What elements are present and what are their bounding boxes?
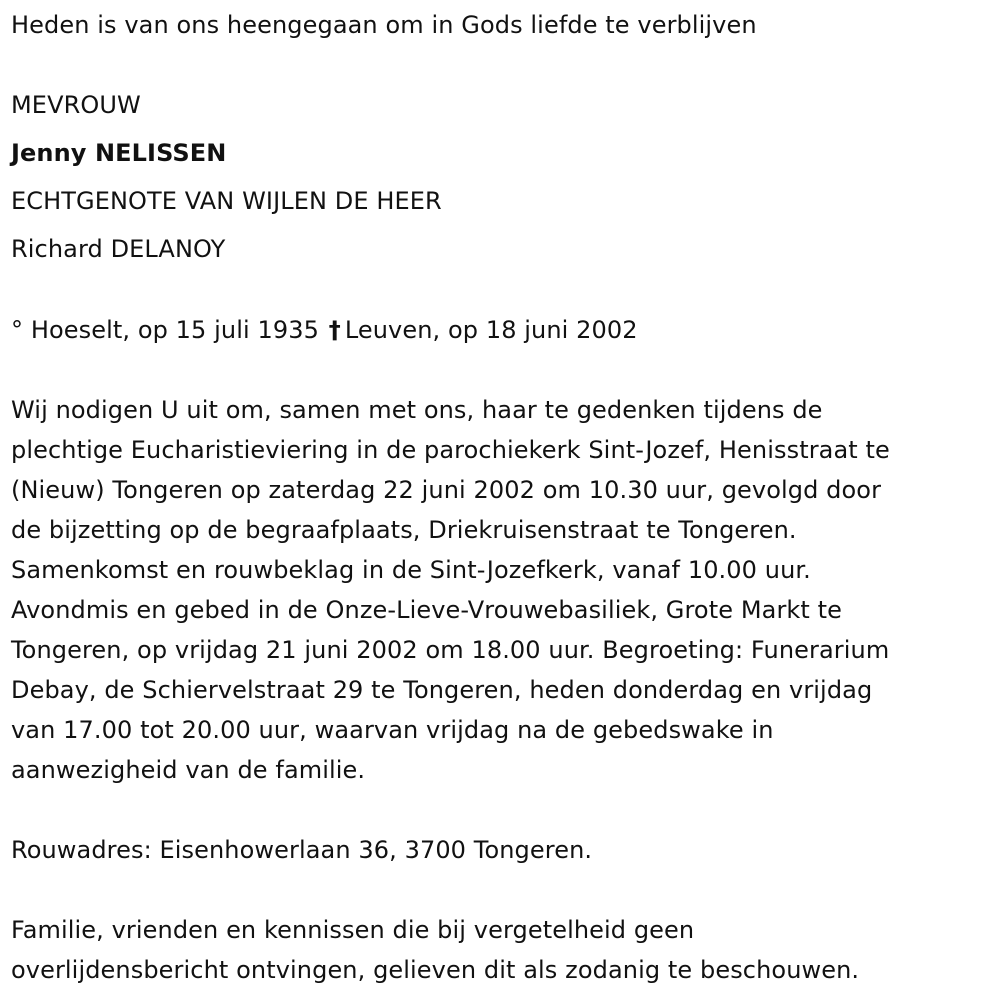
paragraph-line: van 17.00 tot 20.00 uur, waarvan vrijdag na de gebedswake in xyxy=(11,716,774,744)
paragraph-line: plechtige Eucharistieviering in de parochiekerk Sint-Jozef, Henisstraat te xyxy=(11,436,890,464)
mourning-address: Rouwadres: Eisenhowerlaan 36, 3700 Tongeren. xyxy=(11,836,593,864)
paragraph-line: Debay, de Schiervelstraat 29 te Tongeren, heden donderdag en vrijdag xyxy=(11,676,873,704)
paragraph-line: aanwezigheid van de familie. xyxy=(11,756,366,784)
paragraph-line: de bijzetting op de begraafplaats, Driekruisenstraat te Tongeren. xyxy=(11,516,797,544)
title-prefix: MEVROUW xyxy=(11,91,141,119)
birth-death-dates xyxy=(11,310,638,350)
deceased-name: Jenny NELISSEN xyxy=(11,139,227,167)
paragraph-line: Samenkomst en rouwbeklag in de Sint-Jozefkerk, vanaf 10.00 uur. xyxy=(11,556,811,584)
paragraph-line: (Nieuw) Tongeren op zaterdag 22 juni 2002 om 10.30 uur, gevolgd door xyxy=(11,476,882,504)
invitation-paragraph xyxy=(11,390,991,790)
paragraph-line: overlijdensbericht ontvingen, gelieven dit als zodanig te beschouwen. xyxy=(11,956,860,984)
cross-icon: † xyxy=(328,316,341,344)
death-date-place: Leuven, op 18 juni 2002 xyxy=(344,316,638,344)
spouse-name: Richard DELANOY xyxy=(11,235,226,263)
intro-text: Heden is van ons heengegaan om in Gods liefde te verblijven xyxy=(11,11,757,39)
paragraph-line: Tongeren, op vrijdag 21 juni 2002 om 18.00 uur. Begroeting: Funerarium xyxy=(11,636,890,664)
birth-date-place: ° Hoeselt, op 15 juli 1935 xyxy=(11,316,319,344)
closing-paragraph xyxy=(11,910,991,990)
paragraph-line: Avondmis en gebed in de Onze-Lieve-Vrouwebasiliek, Grote Markt te xyxy=(11,596,843,624)
spouse-label: ECHTGENOTE VAN WIJLEN DE HEER xyxy=(11,187,442,215)
paragraph-line: Wij nodigen U uit om, samen met ons, haar te gedenken tijdens de xyxy=(11,396,823,424)
paragraph-line: Familie, vrienden en kennissen die bij vergetelheid geen xyxy=(11,916,695,944)
